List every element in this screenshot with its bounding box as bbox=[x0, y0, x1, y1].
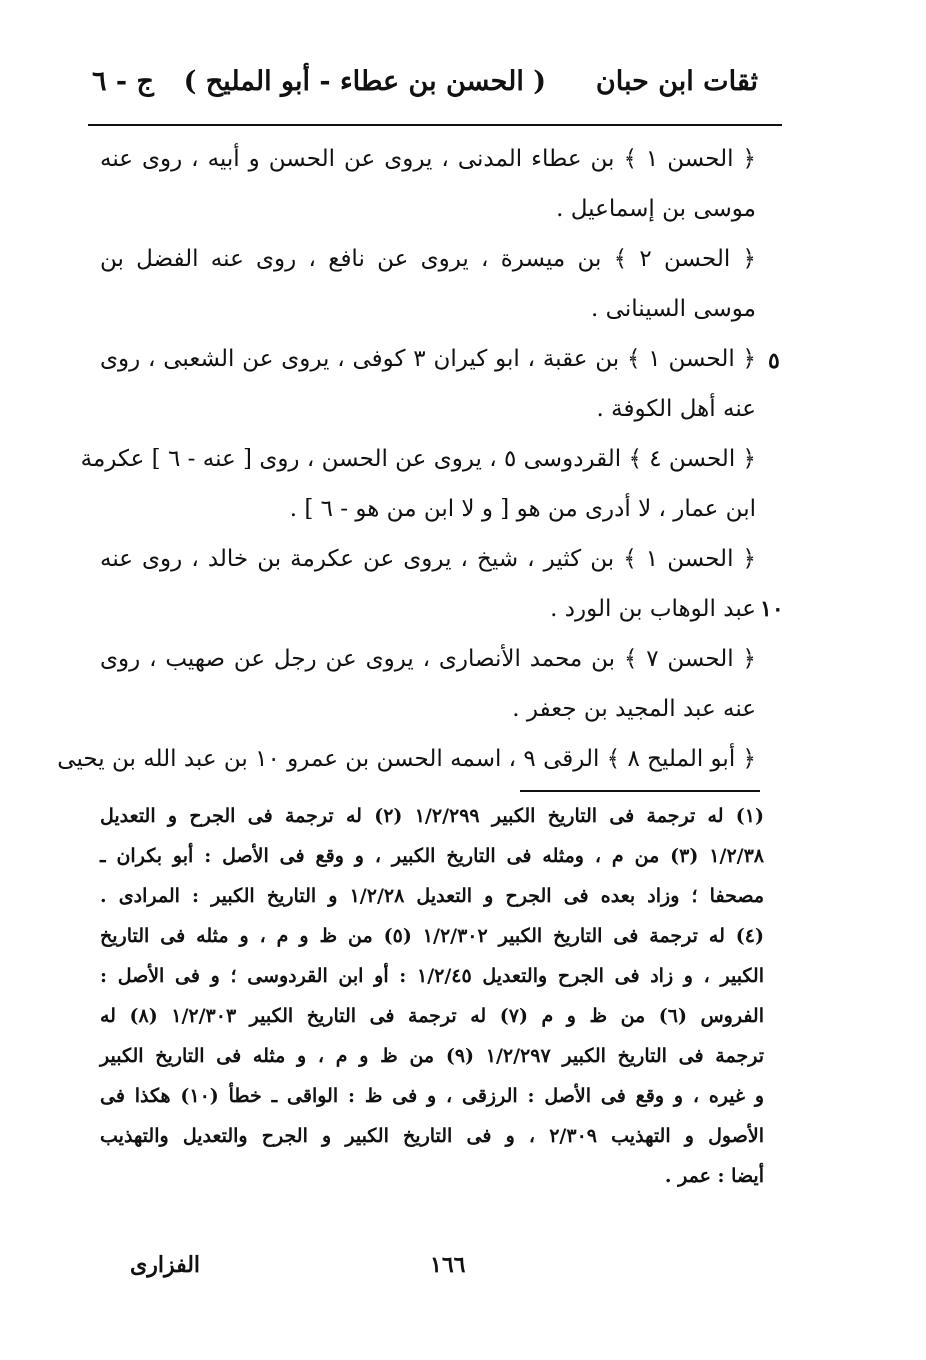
volume-label: ج - ٦ bbox=[92, 66, 154, 97]
entry-hasan-ibn-maysara bbox=[100, 234, 756, 334]
footnote-line: مصحفا ؛ وزاد بعده فى الجرح و التعديل ١/٢/٢٨ و التاريخ الكبير : المرادى . bbox=[100, 885, 764, 907]
footnote-line: ترجمة فى التاريخ الكبير ١/٢/٢٩٧ (٩) من ظ و م ، و مثله فى التاريخ الكبير bbox=[100, 1045, 764, 1067]
line-number-10: ١٠ bbox=[760, 596, 784, 622]
header-rule bbox=[88, 124, 782, 126]
footnote-line: و غيره ، و وقع فى الأصل : الرزقى ، و فى ظ : الواقى ـ خطأ (١٠) هكذا فى bbox=[100, 1085, 764, 1107]
entry-hasan-al-ansari bbox=[100, 634, 756, 734]
footnote-line: (٤) له ترجمة فى التاريخ الكبير ١/٢/٣٠٢ (٥) من ظ و م ، و مثله فى التاريخ bbox=[100, 925, 765, 947]
text-line: ﴿ أبو المليح ٨ ﴾ الرقى ٩ ، اسمه الحسن بن عمرو ١٠ بن عبد الله بن يحيى bbox=[57, 746, 756, 772]
text-line: عنه عبد المجيد بن جعفر . bbox=[512, 696, 756, 722]
text-line: ﴿ الحسن ٤ ﴾ القردوسى ٥ ، يروى عن الحسن ، روى [ عنه - ٦ ] عكرمة bbox=[80, 446, 756, 472]
footnote-line: الكبير ، و زاد فى الجرح والتعديل ١/٢/٤٥ : أو ابن القردوسى ؛ و فى الأصل : bbox=[100, 965, 764, 987]
page-number: ١٦٦ bbox=[430, 1252, 466, 1278]
running-header bbox=[92, 66, 758, 116]
entry-abu-al-malih bbox=[57, 734, 756, 784]
footnote-line: (١) له ترجمة فى التاريخ الكبير ١/٢/٢٩٩ (٢) له ترجمة فى الجرح و التعديل bbox=[100, 805, 765, 827]
text-line: ﴿ الحسن ١ ﴾ بن عقبة ، ابو كيران ٣ كوفى ، يروى عن الشعبى ، روى bbox=[100, 346, 757, 372]
printer-name: الفزارى bbox=[130, 1252, 201, 1278]
page-footer bbox=[120, 1252, 760, 1292]
text-line: ابن عمار ، لا أدرى من هو [ و لا ابن من هو - ٦ ] . bbox=[289, 496, 756, 522]
text-line: موسى بن إسماعيل . bbox=[556, 196, 756, 222]
text-line: عبد الوهاب بن الورد . bbox=[550, 596, 756, 622]
line-number-5: ٥ bbox=[768, 348, 780, 374]
text-line: عنه أهل الكوفة . bbox=[596, 396, 756, 422]
footnote-line: ١/٢/٣٨ (٣) من م ، ومثله فى التاريخ الكبير ، و وقع فى الأصل : أبو بكران ـ bbox=[100, 845, 764, 867]
footnotes bbox=[100, 796, 764, 1196]
section-title: ( الحسن بن عطاء - أبو المليح ) bbox=[183, 66, 546, 97]
text-line: ﴿ الحسن ٢ ﴾ بن ميسرة ، يروى عن نافع ، روى عنه الفضل بن bbox=[100, 246, 756, 272]
book-title: ثقات ابن حبان bbox=[595, 66, 758, 97]
text-line: ﴿ الحسن ١ ﴾ بن كثير ، شيخ ، يروى عن عكرمة بن خالد ، روى عنه bbox=[100, 546, 757, 572]
footnote-line: الفروس (٦) من ظ و م (٧) له ترجمة فى التاريخ الكبير ١/٢/٣٠٣ (٨) له bbox=[100, 1005, 765, 1027]
footnote-line: الأصول و التهذيب ٢/٣٠٩ ، و فى التاريخ الكبير و الجرح والتعديل والتهذيب bbox=[100, 1125, 764, 1147]
entry-hasan-ibn-kathir bbox=[100, 534, 756, 634]
entry-hasan-ibn-ata bbox=[100, 134, 756, 234]
footnote-rule bbox=[520, 790, 760, 792]
text-line: ﴿ الحسن ١ ﴾ بن عطاء المدنى ، يروى عن الحسن و أبيه ، روى عنه bbox=[100, 146, 756, 172]
main-text bbox=[57, 134, 757, 784]
entry-hasan-al-qardusi bbox=[80, 434, 756, 534]
text-line: موسى السينانى . bbox=[591, 296, 756, 322]
text-line: ﴿ الحسن ٧ ﴾ بن محمد الأنصارى ، يروى عن رجل عن صهيب ، روى bbox=[100, 646, 756, 672]
footnote-line: أيضا : عمر . bbox=[664, 1165, 764, 1187]
entry-hasan-ibn-uqba bbox=[100, 334, 756, 434]
